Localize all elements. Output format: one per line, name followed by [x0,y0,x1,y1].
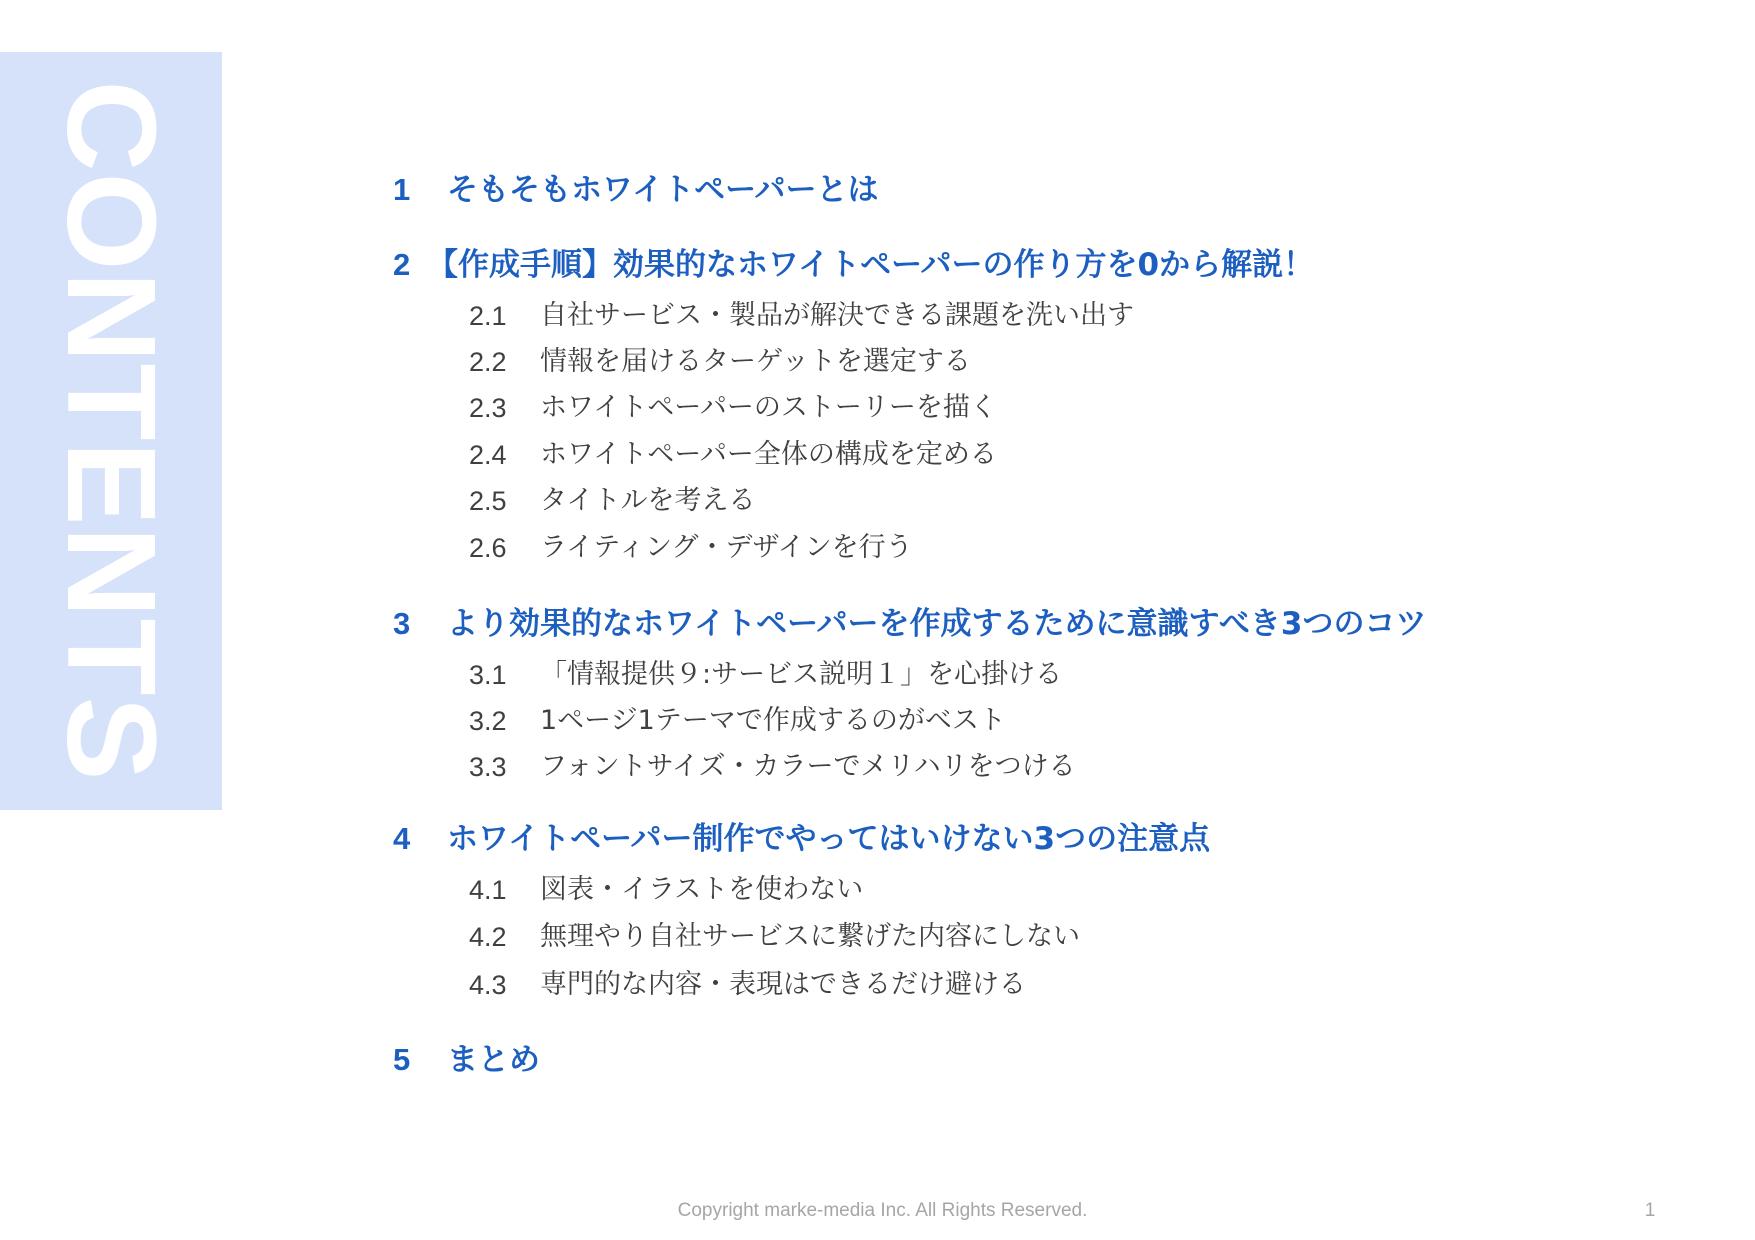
subsection-title: タイトルを考える [540,485,756,516]
subsection-title: ホワイトペーパー全体の構成を定める [540,439,997,470]
section-title: ホワイトペーパー制作でやってはいけない3つの注意点 [447,821,1211,857]
section-title: より効果的なホワイトペーパーを作成するために意識すべき3つのコツ [447,606,1427,642]
section-title: まとめ [447,1042,540,1078]
subsection-number: 2.6 [469,533,507,563]
subsection-title: 専門的な内容・表現はできるだけ避ける [540,969,1026,1000]
subsection-number: 3.2 [469,706,507,736]
subsection-title: 1ページ1テーマで作成するのがベスト [540,705,1006,736]
subsection-title: 情報を届けるターゲットを選定する [540,346,971,377]
section-number: 4 [393,821,411,856]
subsection-number: 3.3 [469,752,507,782]
contents-side-band [0,52,222,810]
section-number: 3 [393,606,411,641]
subsection-title: ホワイトペーパーのストーリーを描く [540,392,997,423]
subsection-number: 4.3 [469,970,507,1000]
subsection-number: 4.2 [469,922,507,952]
subsection-title: ライティング・デザインを行う [540,532,913,563]
footer-copyright: Copyright marke-media Inc. All Rights Reserved. [677,1200,1088,1221]
section-title: 【作成手順】効果的なホワイトペーパーの作り方を0から解説！ [427,247,1315,283]
page-number: 1 [1644,1200,1656,1221]
subsection-number: 2.5 [469,486,507,516]
section-number: 2 [393,247,411,282]
subsection-title: 図表・イラストを使わない [540,874,864,905]
subsection-number: 2.4 [469,440,507,470]
subsection-number: 4.1 [469,875,507,905]
subsection-title: 「情報提供９:サービス説明１」を心掛ける [540,659,1063,690]
section-number: 1 [393,172,411,207]
section-number: 5 [393,1042,411,1077]
subsection-number: 3.1 [469,660,507,690]
contents-side-label: CONTENTS [41,80,182,782]
subsection-number: 2.2 [469,347,507,377]
subsection-title: 無理やり自社サービスに繋げた内容にしない [540,921,1080,952]
subsection-title: 自社サービス・製品が解決できる課題を洗い出す [540,300,1134,331]
section-title: そもそもホワイトペーパーとは [447,172,879,208]
subsection-number: 2.1 [469,301,507,331]
subsection-number: 2.3 [469,393,507,423]
subsection-title: フォントサイズ・カラーでメリハリをつける [540,751,1076,782]
